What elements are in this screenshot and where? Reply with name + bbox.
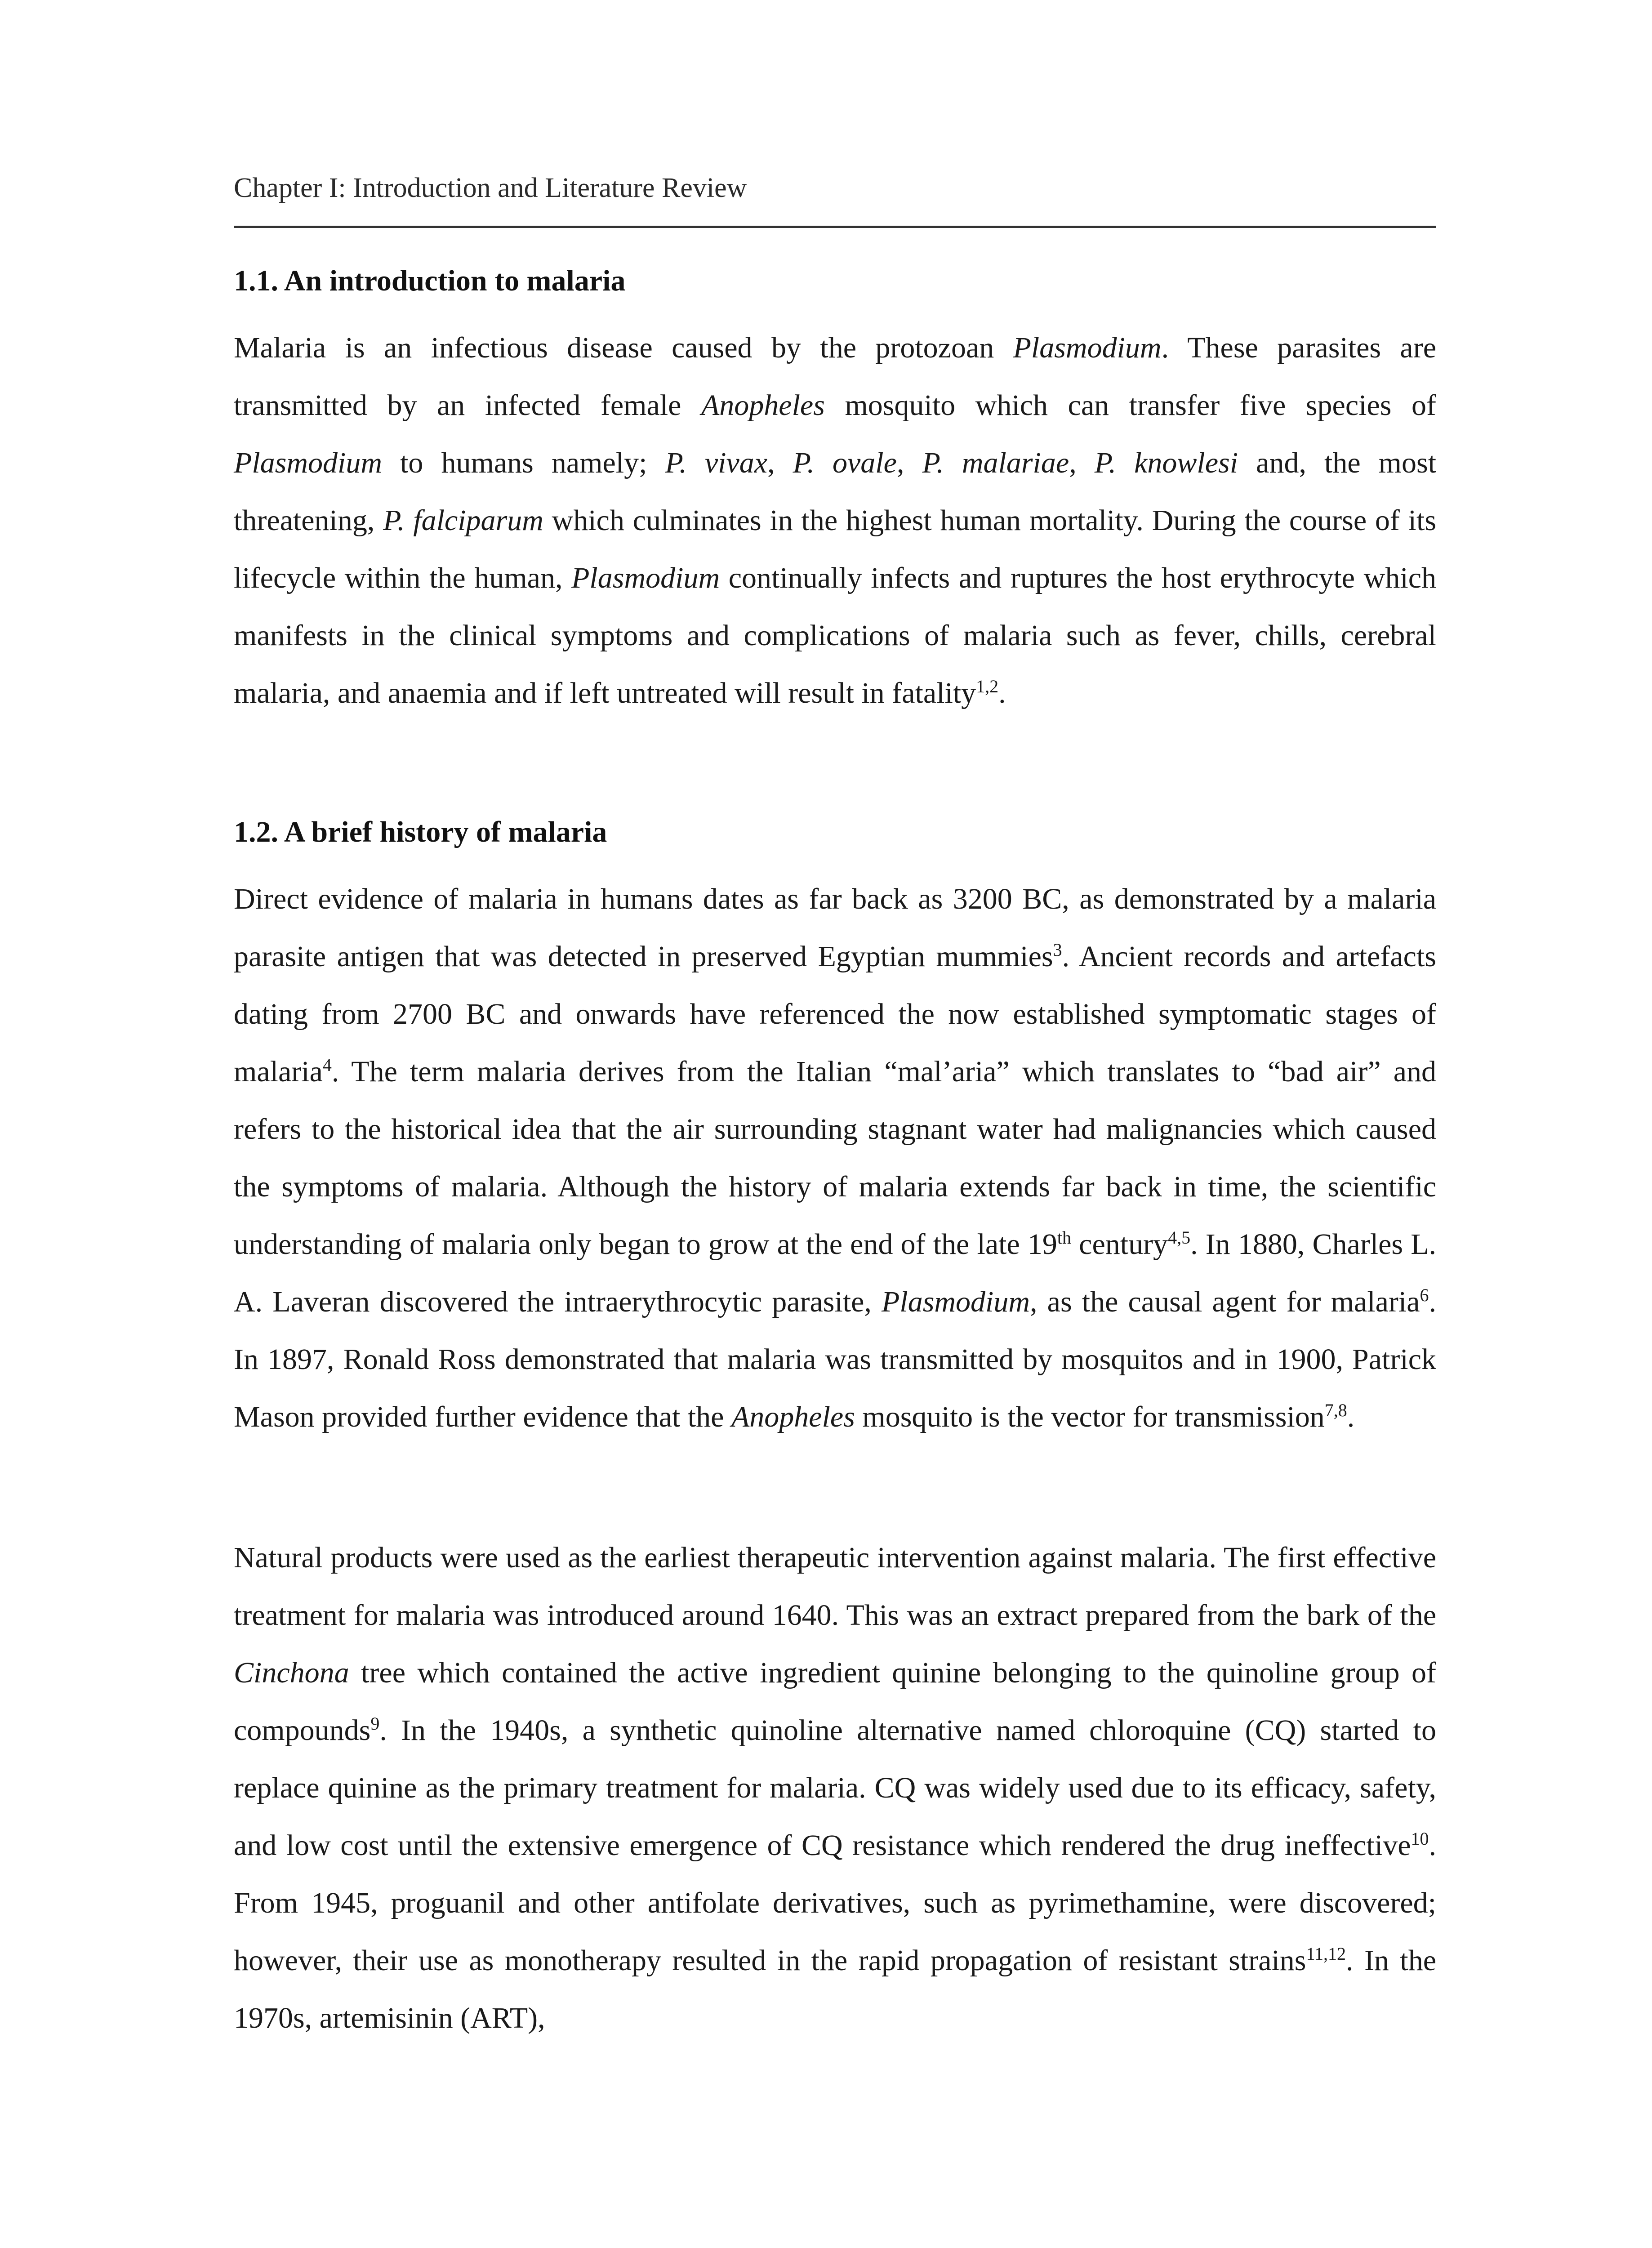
citation-superscript: 1,2 (976, 676, 999, 696)
header-rule (234, 226, 1436, 228)
italic-term: Plasmodium (234, 446, 382, 479)
text-run: , (767, 446, 793, 479)
italic-term: P. malariae (922, 446, 1069, 479)
italic-term: Cinchona (234, 1656, 349, 1689)
citation-superscript: 4,5 (1168, 1227, 1191, 1248)
text-run: century (1071, 1228, 1168, 1261)
running-header: Chapter I: Introduction and Literature Review (234, 173, 747, 203)
text-run: . (998, 677, 1006, 709)
text-run: continually infects and ruptures the host erythrocyte which manifests in the clinical symptoms and complications of malaria such as fever, chills, cerebral malaria, and anaemia and if left untreated will result in fatality (234, 562, 1436, 709)
citation-superscript: 7,8 (1324, 1400, 1347, 1420)
page-body (234, 261, 1436, 2047)
text-run: Direct evidence of malaria in humans dates as far back as 3200 BC, as demonstrated by a malaria parasite antigen that was detected in preserved Egyptian mummies (234, 883, 1436, 973)
paragraph (234, 319, 1436, 722)
citation-superscript: 9 (370, 1713, 380, 1734)
text-run: tree which contained the active ingredient quinine belonging to the quinoline group of compounds (234, 1656, 1436, 1747)
text-run: which culminates in the highest human mortality. During the course of its lifecycle within the human, (234, 504, 1436, 594)
text-run: Malaria is an infectious disease caused by the protozoan (234, 331, 1013, 364)
citation-superscript: 10 (1411, 1829, 1429, 1849)
section-heading: 1.1. An introduction to malaria (234, 264, 626, 297)
text-run: . In the 1940s, a synthetic quinoline alternative named chloroquine (CQ) started to replace quinine as the primary treatment for malaria. CQ was widely used due to its efficacy, safety, and low cost until the extensive emergence of CQ resistance which rendered the drug ineffective (234, 1714, 1436, 1862)
text-run: , (1069, 446, 1095, 479)
text-run: and, the most threatening, (234, 446, 1437, 537)
citation-superscript: 6 (1420, 1285, 1429, 1305)
italic-term: P. ovale (793, 446, 897, 479)
text-run: . (1347, 1401, 1355, 1433)
text-run: . The term malaria derives from the Italian “mal’aria” which translates to “bad air” and refers to the historical idea that the air surrounding stagnant water had malignancies which caused the symptoms of malaria. Although the history of malaria extends far back in time, the scientific understanding of malaria only began to grow at the end of the late 19 (234, 1055, 1436, 1261)
text-run: mosquito is the vector for transmission (855, 1401, 1325, 1433)
text-run: . In the 1970s, artemisinin (ART), (234, 1944, 1437, 2034)
italic-term: Anopheles (731, 1401, 855, 1433)
section-spacer (234, 722, 1436, 812)
italic-term: Plasmodium (1013, 331, 1162, 364)
citation-superscript: 3 (1053, 940, 1062, 960)
citation-superscript: 11,12 (1306, 1944, 1346, 1964)
text-run: . From 1945, proguanil and other antifolate derivatives, such as pyrimethamine, were discovered; however, their use as monotherapy resulted in the rapid propagation of resistant strains (234, 1829, 1436, 1977)
paragraph-spacer (234, 1446, 1436, 1529)
italic-term: P. falciparum (383, 504, 543, 537)
citation-superscript: 4 (322, 1055, 332, 1075)
italic-term: P. knowlesi (1094, 446, 1238, 479)
text-run: Natural products were used as the earliest therapeutic intervention against malaria. The first effective treatment for malaria was introduced around 1640. This was an extract prepared from the bark of the (234, 1541, 1436, 1632)
text-run: , as the causal agent for malaria (1030, 1285, 1420, 1318)
paragraph (234, 870, 1436, 1446)
italic-term: Plasmodium (882, 1285, 1030, 1318)
italic-term: Anopheles (701, 389, 825, 422)
section-introduction (234, 261, 1436, 722)
text-run: . These parasites are transmitted by an infected female (234, 331, 1436, 422)
text-run: . In 1880, Charles L. A. Laveran discovered the intraerythrocytic parasite, (234, 1228, 1437, 1318)
italic-term: Plasmodium (571, 562, 720, 594)
text-run: . Ancient records and artefacts dating from 2700 BC and onwards have referenced the now established symptomatic stages of malaria (234, 940, 1436, 1088)
citation-superscript: th (1057, 1227, 1072, 1248)
section-history (234, 812, 1436, 2047)
paragraph (234, 1529, 1436, 2047)
text-run: mosquito which can transfer five species of (824, 389, 1436, 422)
text-run: , (896, 446, 922, 479)
italic-term: P. vivax (665, 446, 768, 479)
text-run: to humans namely; (382, 446, 665, 479)
text-run: . In 1897, Ronald Ross demonstrated that malaria was transmitted by mosquitos and in 1900, Patrick Mason provided further evidence that the (234, 1285, 1436, 1433)
section-heading: 1.2. A brief history of malaria (234, 816, 607, 848)
